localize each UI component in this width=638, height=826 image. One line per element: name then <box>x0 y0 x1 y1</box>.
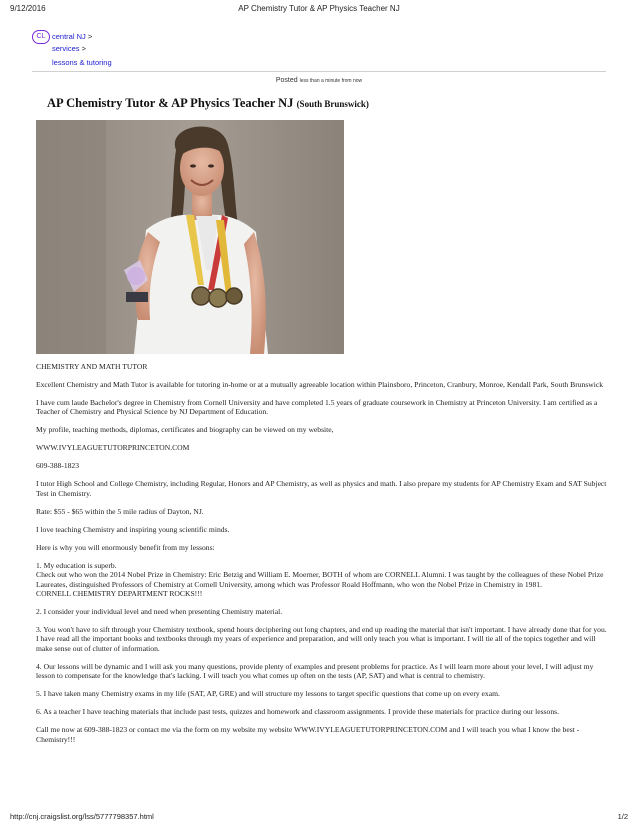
body-paragraph: 4. Our lessons will be dynamic and I will ask you many questions, provide plenty of examples and present problems for practice. As I will learn more about your level, I will adjust my lesson to compensate for the knowledge that's lacking. I will teach you what comes up often on the tests (AP, SAT) and what is central to chemistry. <box>36 661 594 681</box>
body-paragraph: I love teaching Chemistry and inspiring young scientific minds. <box>36 524 230 534</box>
print-header <box>0 0 638 16</box>
body-paragraph: CHEMISTRY AND MATH TUTOR <box>36 362 148 371</box>
header-divider <box>32 71 606 72</box>
posted-info <box>0 77 638 84</box>
body-paragraph: 5. I have taken many Chemistry exams in my life (SAT, AP, GRE) and will structure my lessons to target specific questions that come up on every exam. <box>36 689 500 699</box>
body-paragraph: Call me now at 609-388-1823 or contact me via the form on my website my website WWW.IVYLEAGUETUTORPRINCETON.COM and I will teach you what I know the best - Chemistry!!! <box>36 725 580 744</box>
body-paragraph: I have cum laude Bachelor's degree in Chemistry from Cornell University and have completed 1.5 years of graduate coursework in Chemistry at Princeton University. I am certified as a Teacher of Chemistry and Physical Science by NJ Department of Education. <box>36 398 598 417</box>
body-paragraph: 3. You won't have to sift through your Chemistry textbook, spend hours deciphering out long chapters, and end up reading the material that isn't important. I have already done that for you. I have read all the important books and textbooks through my years of experience and preparation, and will only teach you what is important. I will tie all of the topics together and will make sense out of clutter of information. <box>36 625 607 653</box>
rate-text: Rate: $55 - $65 within the 5 mile radius of Dayton, NJ. <box>36 506 204 516</box>
posting-title-text: AP Chemistry Tutor & AP Physics Teacher NJ <box>47 96 294 110</box>
body-paragraph: 2. I consider your individual level and need when presenting Chemistry material. <box>36 607 283 617</box>
body-paragraph: Excellent Chemistry and Math Tutor is available for tutoring in-home or at a mutually agreeable location within Plainsboro, Princeton, Cranbury, Monroe, Kendall Park, South Brunswick <box>36 380 604 389</box>
body-paragraph: 6. As a teacher I have teaching materials that include past tests, quizzes and homework and classroom assignments. I provide these materials for practice during our lessons. <box>36 707 559 717</box>
tutor-photo-illustration <box>36 120 344 354</box>
body-paragraph: 1. My education is superb. Check out who won the 2014 Nobel Prize in Chemistry: Eric Betzig and William E. Moerner, BOTH of whom are CORNELL Alumni. I was taught by the colleagues of these Nobel Prize Laureates, distinguished Professors of Chemistry at Cornell University, among which was Professor Roald Hoffmann, who won the Nobel Prize in Chemistry in 1981. CORNELL CHEMISTRY DEPARTMENT ROCKS!!! <box>36 560 604 599</box>
body-paragraph: My profile, teaching methods, diplomas, certificates and biography can be viewed on my website, <box>36 425 334 435</box>
breadcrumb-services[interactable]: services > <box>52 44 86 53</box>
print-page-title: AP Chemistry Tutor & AP Physics Teacher NJ <box>238 4 400 13</box>
body-paragraph: Here is why you will enormously benefit from my lessons: <box>36 542 215 552</box>
breadcrumb-lessons-tutoring[interactable]: lessons & tutoring <box>52 58 112 67</box>
print-date: 9/12/2016 <box>10 4 46 13</box>
phone-number: 609-388-1823 <box>36 461 80 471</box>
page-number: 1/2 <box>617 812 628 821</box>
posted-time: less than a minute from now <box>299 78 363 84</box>
print-footer <box>0 812 638 824</box>
posting-location: (South Brunswick) <box>296 99 369 109</box>
website-text: WWW.IVYLEAGUETUTORPRINCETON.COM <box>36 443 190 453</box>
posted-label: Posted <box>275 77 298 84</box>
posting-title <box>47 96 369 111</box>
craigslist-logo[interactable]: CL <box>32 30 50 44</box>
posting-photo[interactable] <box>36 120 344 354</box>
posting-body <box>36 362 608 753</box>
print-url: http://cnj.craigslist.org/lss/5777798357.html <box>10 812 154 821</box>
breadcrumb-central-nj[interactable]: central NJ > <box>52 32 93 41</box>
body-paragraph: I tutor High School and College Chemistry, including Regular, Honors and AP Chemistry, as well as physics and math. I also prepare my students for AP Chemistry Exam and SAT Subject Test in Chemistry. <box>36 479 607 498</box>
